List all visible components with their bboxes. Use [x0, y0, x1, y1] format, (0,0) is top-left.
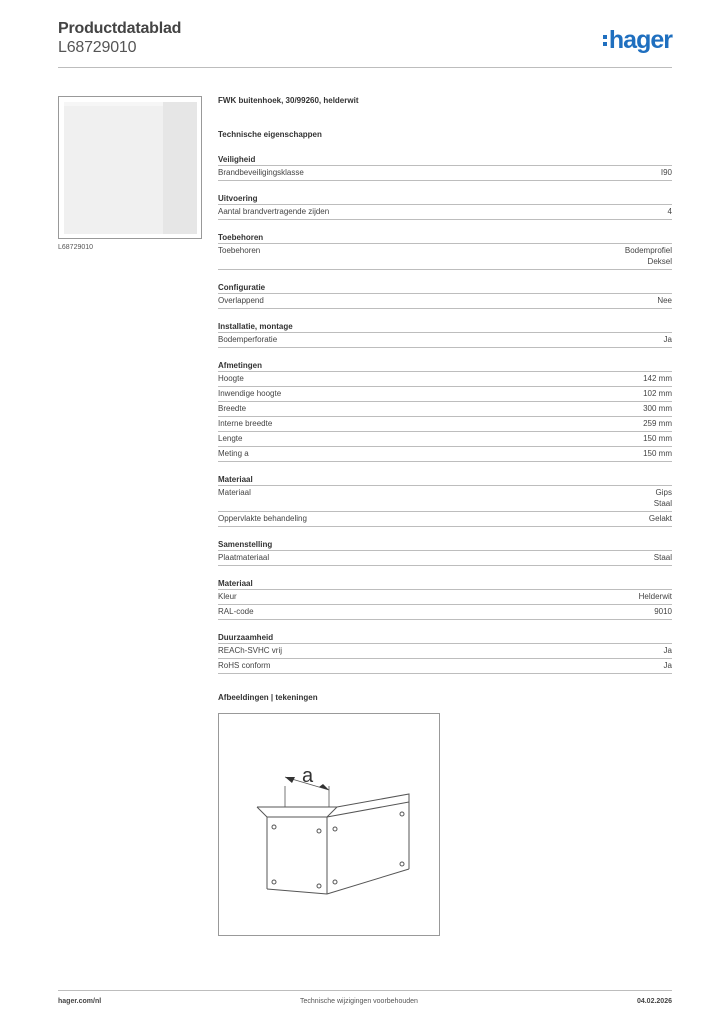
spec-row	[218, 294, 672, 309]
corner-drawing-svg	[219, 714, 441, 937]
spec-section	[218, 282, 672, 309]
spec-row	[218, 590, 672, 605]
spec-row	[218, 486, 672, 512]
spec-section	[218, 539, 672, 566]
spec-label: Toebehoren	[218, 246, 261, 255]
spec-label: Bodemperforatie	[218, 335, 278, 344]
spec-label: Brandbeveiligingsklasse	[218, 168, 304, 177]
section-title: Veiligheid	[218, 154, 672, 166]
spec-section	[218, 632, 672, 674]
spec-section	[218, 321, 672, 348]
spec-value-line: Nee	[657, 296, 672, 305]
spec-label: Aantal brandvertragende zijden	[218, 207, 330, 216]
spec-row	[218, 551, 672, 566]
spec-value	[654, 487, 672, 509]
spec-value-line: Ja	[663, 661, 672, 670]
spec-value	[668, 206, 672, 217]
spec-value-line: Ja	[663, 646, 672, 655]
spec-value-line: Gelakt	[648, 514, 672, 523]
spec-value	[643, 373, 672, 384]
spec-row	[218, 166, 672, 181]
section-title: Toebehoren	[218, 232, 672, 244]
section-title: Configuratie	[218, 282, 672, 294]
spec-value-line: Staal	[653, 553, 672, 562]
spec-row	[218, 605, 672, 620]
product-name: FWK buitenhoek, 30/99260, helderwit	[218, 96, 359, 105]
spec-value-line: 142 mm	[643, 374, 672, 383]
spec-section	[218, 193, 672, 220]
product-image	[58, 96, 202, 239]
footer-date: 04.02.2026	[636, 998, 672, 1005]
spec-label: Kleur	[218, 592, 237, 601]
spec-label: RAL-code	[218, 607, 254, 616]
dimension-label-a: a	[302, 765, 314, 787]
spec-value	[654, 606, 672, 617]
spec-row	[218, 644, 672, 659]
spec-value-line: 300 mm	[643, 404, 672, 413]
spec-value	[661, 167, 672, 178]
spec-value-line: Helderwit	[638, 592, 672, 601]
spec-section	[218, 154, 672, 181]
document-title: Productdatablad	[58, 20, 182, 37]
section-title: Uitvoering	[218, 193, 672, 205]
spec-label: Meting a	[218, 449, 249, 458]
logo-text: hager	[608, 26, 672, 54]
spec-row	[218, 659, 672, 674]
spec-row	[218, 512, 672, 527]
spec-value	[664, 660, 672, 671]
spec-value	[643, 418, 672, 429]
spec-value	[643, 448, 672, 459]
spec-label: Lengte	[218, 434, 243, 443]
spec-section	[218, 474, 672, 527]
spec-value	[664, 334, 672, 345]
section-title: Installatie, montage	[218, 321, 672, 333]
spec-row	[218, 387, 672, 402]
spec-value-line: 102 mm	[643, 389, 672, 398]
spec-value	[657, 295, 672, 306]
spec-value-line: 150 mm	[643, 434, 672, 443]
spec-row	[218, 447, 672, 462]
spec-label: Overlappend	[218, 296, 264, 305]
section-title: Materiaal	[218, 474, 672, 486]
spec-label: Materiaal	[218, 488, 251, 497]
spec-label: Plaatmateriaal	[218, 553, 270, 562]
header-divider	[58, 67, 672, 68]
spec-value-line: Deksel	[647, 257, 672, 266]
section-title: Samenstelling	[218, 539, 672, 551]
spec-value	[625, 245, 672, 267]
spec-label: RoHS conform	[218, 661, 271, 670]
drawings-heading: Afbeeldingen | tekeningen	[218, 693, 318, 702]
tech-properties-heading: Technische eigenschappen	[218, 130, 322, 139]
spec-value-line: I90	[660, 168, 672, 177]
footer-website[interactable]: hager.com/nl	[58, 998, 102, 1005]
spec-content	[218, 96, 672, 674]
spec-value-line: Staal	[653, 499, 672, 508]
spec-section	[218, 232, 672, 270]
spec-value-line: 150 mm	[643, 449, 672, 458]
spec-label: Hoogte	[218, 374, 244, 383]
spec-label: Interne breedte	[218, 419, 273, 428]
spec-section	[218, 578, 672, 620]
section-title: Materiaal	[218, 578, 672, 590]
section-title: Afmetingen	[218, 360, 672, 372]
image-caption: L68729010	[58, 244, 94, 251]
spec-row	[218, 205, 672, 220]
logo-dots-icon	[603, 35, 607, 46]
product-id: L68729010	[58, 39, 137, 56]
technical-drawing	[218, 713, 440, 936]
spec-row	[218, 402, 672, 417]
spec-value-line: Bodemprofiel	[624, 246, 672, 255]
spec-value	[643, 433, 672, 444]
spec-label: Oppervlakte behandeling	[218, 514, 307, 523]
spec-label: Inwendige hoogte	[218, 389, 282, 398]
spec-value	[643, 403, 672, 414]
spec-row	[218, 372, 672, 387]
spec-row	[218, 244, 672, 270]
footer-divider	[58, 990, 672, 991]
footer-disclaimer: Technische wijzigingen voorbehouden	[300, 998, 418, 1005]
spec-value-line: 9010	[654, 607, 672, 616]
spec-row	[218, 333, 672, 348]
spec-value	[654, 552, 672, 563]
hager-logo	[603, 26, 672, 55]
spec-value-line: 4	[667, 207, 672, 216]
spec-value	[643, 388, 672, 399]
spec-value-line: Ja	[663, 335, 672, 344]
page-header	[58, 20, 672, 70]
spec-section	[218, 360, 672, 462]
spec-value	[664, 645, 672, 656]
spec-value-line: 259 mm	[643, 419, 672, 428]
spec-row	[218, 432, 672, 447]
section-title: Duurzaamheid	[218, 632, 672, 644]
spec-value-line: Gips	[655, 488, 672, 497]
spec-row	[218, 417, 672, 432]
spec-label: REACh-SVHC vrij	[218, 646, 283, 655]
spec-sections	[218, 154, 672, 674]
spec-value	[649, 513, 672, 524]
spec-value	[639, 591, 672, 602]
spec-label: Breedte	[218, 404, 247, 413]
